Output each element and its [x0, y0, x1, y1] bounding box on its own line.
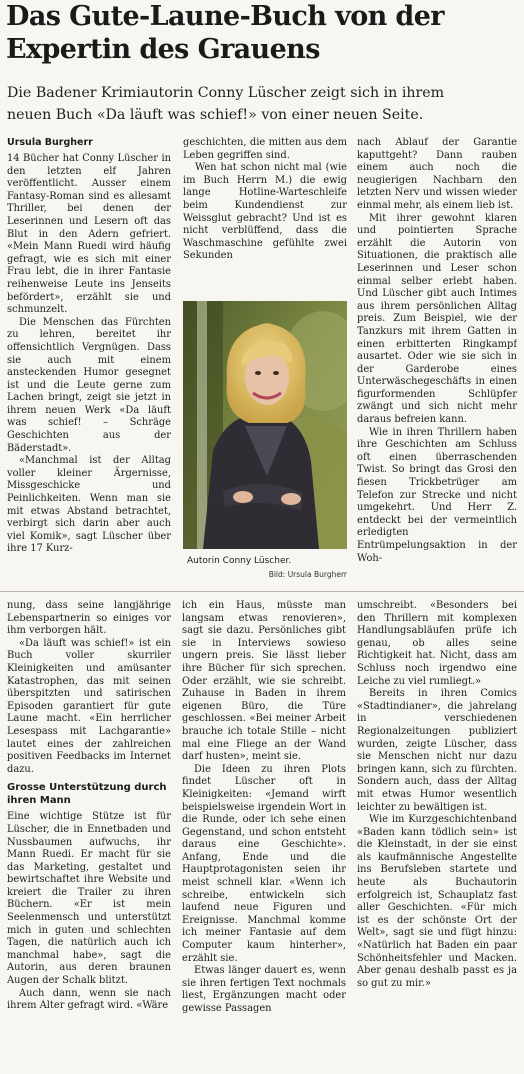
headline-line-2: Expertin des Grauens	[6, 34, 320, 65]
paragraph: Etwas länger dauert es, wenn sie ihren fertigen Text nochmals liest, Ergänzungen macht oder gewisse Passagen	[182, 965, 346, 1014]
column-2	[183, 137, 347, 297]
paragraph: «Manchmal ist der Alltag voller kleiner Ärgernisse, Missgeschicke und Peinlichkeiten. Wenn man sie mit etwas Abstand betrachtet, verbirgt sich darin aber auch viel Komik», sagt Lüscher über ihre 17 Kurz-	[7, 455, 171, 555]
column-6	[357, 600, 517, 1070]
byline: Ursula Burgherr	[7, 137, 93, 148]
paragraph: Eine wichtige Stütze ist für Lüscher, die in Ennetbaden und Nussbaumen aufwuchs, ihr Mann Ruedi. Er macht für sie das Marketing, gestaltet und bewirtschaftet ihre Website und kreiert die Trailer zu ihren Büchern. «Er ist mein Seelenmensch und unterstützt mich in guten und schlechten Tagen, die natürlich auch ich manchmal habe», sagt die Autorin, aus deren braunen Augen der Schalk blitzt.	[7, 811, 171, 987]
paragraph: Die Menschen das Fürchten zu lehren, bereitet ihr offensichtlich Vergnügen. Dass sie auch mit einem ansteckenden Humor gesegnet ist und die Leute gerne zum Lachen bringt, zeigt sie jetzt in ihrem neuen Werk «Da läuft was schief! – Schräge Geschichten aus der Bäderstadt».	[7, 316, 171, 454]
article-lead	[7, 82, 517, 126]
paragraph: umschreibt. «Besonders bei den Thrillern mit komplexen Handlungsabläufen prüfe ich genau, ob alles seine Richtigkeit hat. Nicht, dass am Schluss noch irgendwo eine Leiche zu viel rumliegt.»	[357, 600, 517, 687]
column-3	[357, 137, 517, 583]
paragraph: Auch dann, wenn sie nach ihrem Alter gefragt wird. «Wäre	[7, 987, 171, 1012]
headline-line-1: Das Gute-Laune-Buch von der	[6, 1, 444, 32]
paragraph: Wen hat schon nicht mal (wie im Buch Herrn M.) die ewig lange Hotline-Warteschleife beim Kundendienst zur Weissglut gebracht? Und ist es nicht verblüffend, dass die Waschmaschine gefühlte zwei Sekunden	[183, 162, 347, 262]
paragraph: ich ein Haus, müsste man langsam etwas renovieren», sagt sie dazu. Persönliches gibt sie in Interviews sowieso ungern preis. Sie lässt lieber ihre Bücher für sich sprechen. Oder erzählt, wie sie schreibt. Zuhause in Baden in ihrem eigenen Büro, die Türe geschlossen. «Bei meiner Arbeit brauche ich totale Stille – nicht mal eine Fliege an der Wand darf husten», meint sie.	[182, 600, 346, 763]
author-photo-image	[183, 301, 347, 549]
paragraph: Wie im Kurzgeschichtenband «Baden kann tödlich sein» ist die Kleinstadt, in der sie einst als kaufmännische Angestellte ins Berufsleben startete und heute als Buchautorin erfolgreich ist, Schauplatz fast aller Geschichten. «Für mich ist es der schönste Ort der Welt», sagt sie und fügt hinzu: «Natürlich hat Baden ein paar Schönheitsfehler und Macken. Aber genau deshalb passt es ja so gut zu mir.»	[357, 814, 517, 989]
subheading: Grosse Unterstützung durch ihren Mann	[7, 782, 167, 806]
section-divider	[0, 591, 524, 592]
paragraph: Mit ihrer gewohnt klaren und pointierten Sprache erzählt die Autorin von Situationen, die praktisch alle Leserinnen und Leser schon einmal selber erlebt haben. Und Lüscher gibt auch Intimes aus ihrem persönlichen Alltag preis. Zum Beispiel, wie der Tanzkurs mit ihrem Gatten in einen erbitterten Ringkampf ausartet. Oder wie sie sich in der Garderobe eines Unterwäschegeschäfts in einen figurformenden Schlüpfer zwängt und sich nicht mehr daraus befreien kann.	[357, 212, 517, 426]
paragraph: «Da läuft was schief!» ist ein Buch voller skurriler Kleinigkeiten und amüsanter Katastrophen, das mit seinen überspitzten und satirischen Episoden garantiert für gute Laune macht. «Ein herrlicher Lesespass mit Lachgarantie» lautet eines der zahlreichen positiven Feedbacks im Internet dazu.	[7, 637, 171, 775]
author-photo	[183, 301, 347, 549]
paragraph: geschichten, die mitten aus dem Leben gegriffen sind.	[183, 137, 347, 161]
paragraph: Wie in ihren Thrillern haben ihre Geschichten am Schluss oft einen überraschenden Twist. So bringt das Grosi den fiesen Trickbetrüger am Telefon zur Strecke und nicht umgekehrt. Und Herr Z. entdeckt bei der vermeintlich erledigten Entrümpelungsaktion in der Woh-	[357, 426, 517, 564]
photo-caption: Autorin Conny Lüscher.	[187, 556, 292, 566]
column-5	[182, 600, 346, 1070]
paragraph: 14 Bücher hat Conny Lüscher in den letzten elf Jahren veröffentlicht. Ausser einem Fantasy-Roman sind es allesamt Thriller, bei denen der Leserinnen und Lesern oft das Blut in den Adern gefriert. «Mein Mann Ruedi wird häufig gefragt, wie es sich mit einer Frau lebt, die in ihrer Fantasie reihenweise Leute ins Jenseits befördert», erzählt sie und schmunzelt.	[7, 153, 171, 316]
lead-line-2: neuen Buch «Da läuft was schief!» von einer neuen Seite.	[7, 107, 424, 123]
paragraph: nach Ablauf der Garantie kaputtgeht? Dann rauben einem auch noch die neugierigen Nachbarn den letzten Nerv und wissen wieder einmal mehr, als einem lieb ist.	[357, 137, 517, 211]
lead-line-1: Die Badener Krimiautorin Conny Lüscher zeigt sich in ihrem	[7, 85, 445, 101]
paragraph: Die Ideen zu ihren Plots findet Lüscher oft in Kleinigkeiten: «Jemand wirft beispielsweise irgendein Wort in die Runde, oder ich sehe einen Gegenstand, und schon entsteht daraus eine Geschichte». Anfang, Ende und die Hauptprotagonisten seien ihr meist schnell klar. «Wenn ich schreibe, entwickeln sich laufend neue Figuren und Ereignisse. Manchmal komme ich meiner Fantasie auf dem Computer kaum hinterher», erzählt sie.	[182, 763, 346, 964]
paragraph: Bereits in ihren Comics «Stadtindianer», die jahrelang in verschiedenen Regionalzeitungen publiziert wurden, zeigte Lüscher, dass sie Menschen nicht nur dazu bringen kann, sich zu fürchten. Sondern auch, dass der Alltag mit etwas Humor wesentlich leichter zu bewältigen ist.	[357, 688, 517, 813]
photo-credit: Bild: Ursula Burgherr	[268, 570, 347, 579]
paragraph: nung, dass seine langjährige Lebenspartnerin so einiges vor ihm verborgen hält.	[7, 600, 171, 637]
column-1	[7, 153, 171, 583]
article-headline	[6, 0, 520, 66]
column-4	[7, 600, 171, 1070]
